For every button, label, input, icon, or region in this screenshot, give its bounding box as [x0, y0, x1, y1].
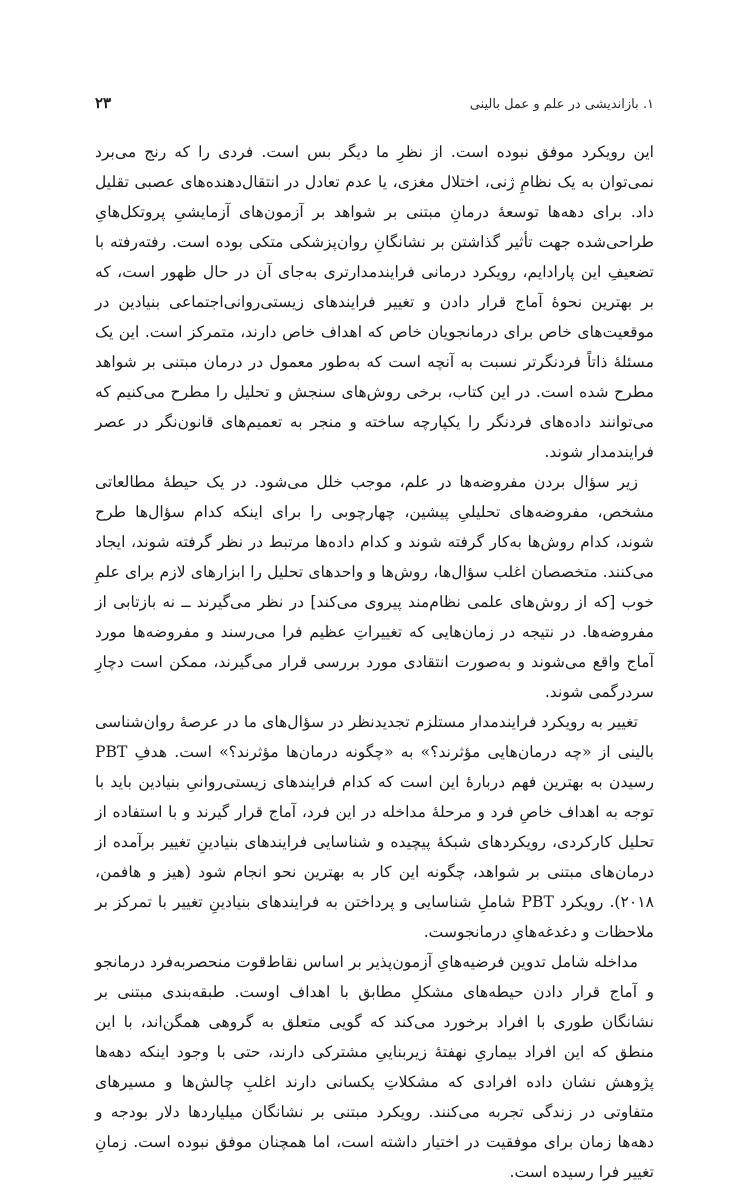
paragraph-4: مداخله شامل تدوین فرضیه‌هایِ آزمون‌پذیر بر اساس نقاط‌قوت منحصربه‌فرد درمانجو و آماج قرار دادن حیطه‌های مشکلِ مطابق با اهداف اوست. طبقه‌بندی مبتنی بر نشانگان طوری با افراد برخورد می‌کند که گویی متعلق به گروهی همگن‌اند، با این منطق که این افراد بیماریِ نهفتهٔ زیربناییِ مشترکی دارند، حتی با وجود اینکه دهه‌ها پژوهش نشان داده افرادی که مشکلاتِ یکسانی دارند اغلبِ چالش‌ها و مسیرهای متفاوتی در زندگی تجربه می‌کنند. رویکرد مبتنی بر نشانگان میلیاردها دلار بودجه و دهه‌ها زمان برای موفقیت در اختیار داشته است، اما همچنان موفق نبوده است. زمانِ تغییر فرا رسیده است.: [95, 953, 654, 1181]
running-header: [95, 94, 654, 118]
chapter-title: ۱. بازاندیشی در علم و عمل بالینی: [469, 97, 654, 112]
paragraph-1: این رویکرد موفق نبوده است. از نظرِ ما دیگر بس است. فردی را که رنج می‌برد نمی‌توان به یک نظامِ ژنی، اختلال مغزی، یا عدم تعادل در انتقال‌دهنده‌های عصبی تقلیل داد. برای دهه‌ها توسعهٔ درمانِ مبتنی بر شواهد بر آزمون‌های آزمایشیِ پروتکل‌هایِ طراحی‌شده جهت تأثیر گذاشتن بر نشانگانِ روان‌پزشکی متکی بوده است. رفته‌رفته با تضعیفِ این پارادایم، رویکرد درمانی فرایندمدارتری به‌جای آن در حال ظهور است، که بر بهترین نحوهٔ آماج قرار دادن و تغییر فرایندهای زیستی‌روانی‌اجتماعی بنیادین در موقعیت‌های خاص برای درمانجویان خاص که اهداف خاص دارند، متمرکز است. این یک مسئلهٔ ذاتاً فردنگرتر نسبت به آنچه است که به‌طور معمول در درمان مبتنی بر شواهد مطرح شده است. در این کتاب، برخی روش‌های سنجش و تحلیل را مطرح می‌کنیم که می‌توانند داده‌های فردنگر را یکپارچه ساخته و منجر به تعمیم‌های قانون‌نگر در عصر فرایندمدار شوند.: [95, 143, 654, 461]
body-text: [95, 137, 654, 1187]
paragraph-2: زیر سؤال بردن مفروضه‌ها در علم، موجب خلل می‌شود. در یک حیطهٔ مطالعاتی مشخص، مفروضه‌های تحلیلیِ پیشین، چهارچوبی را برای اینکه کدام سؤال‌ها طرح شوند، کدام روش‌ها به‌کار گرفته شوند و کدام داده‌ها مرتبط در نظر گرفته شوند، ایجاد می‌کنند. متخصصان اغلب سؤال‌ها، روش‌ها و واحدهای تحلیل را ابزارهای لازم برای علمِ خوب [که از روش‌های علمی نظام‌مند پیروی می‌کند] در نظر می‌گیرند ــ نه بازتابی از مفروضه‌ها. در نتیجه در زمان‌هایی که تغییراتِ عظیم فرا می‌رسند و مفروضه‌ها مورد آماج واقع می‌شوند و به‌صورت انتقادی مورد بررسی قرار می‌گیرند، ممکن است دچارِ سردرگمی شوند.: [95, 473, 654, 701]
page-number: ۲۳: [95, 94, 112, 112]
paragraph-3: تغییر به رویکرد فرایندمدار مستلزم تجدیدنظر در سؤال‌های ما در عرصهٔ روان‌شناسی بالینی از «چه درمان‌هایی مؤثرند؟» به «چگونه درمان‌ها مؤثرند؟» است. هدفِ PBT رسیدن به بهترین فهم دربارهٔ این است که کدام فرایندهای زیستی‌روانیِ بنیادین باید با توجه به اهداف خاصِ فرد و مرحلهٔ مداخله در این فرد، آماج قرار گیرند و با استفاده از تحلیل کارکردی، رویکردهای شبکهٔ پیچیده و شناسایی فرایندهای بنیادینِ تغییر برآمده از درمان‌های مبتنی بر شواهد، چگونه این کار به بهترین نحو انجام شود (هیز و هافمن، ۲۰۱۸). رویکرد PBT شاملِ شناسایی و پرداختن به فرایندهای بنیادینِ تغییر با تمرکز بر ملاحظات و دغدغه‌هایِ درمانجوست.: [95, 713, 654, 941]
